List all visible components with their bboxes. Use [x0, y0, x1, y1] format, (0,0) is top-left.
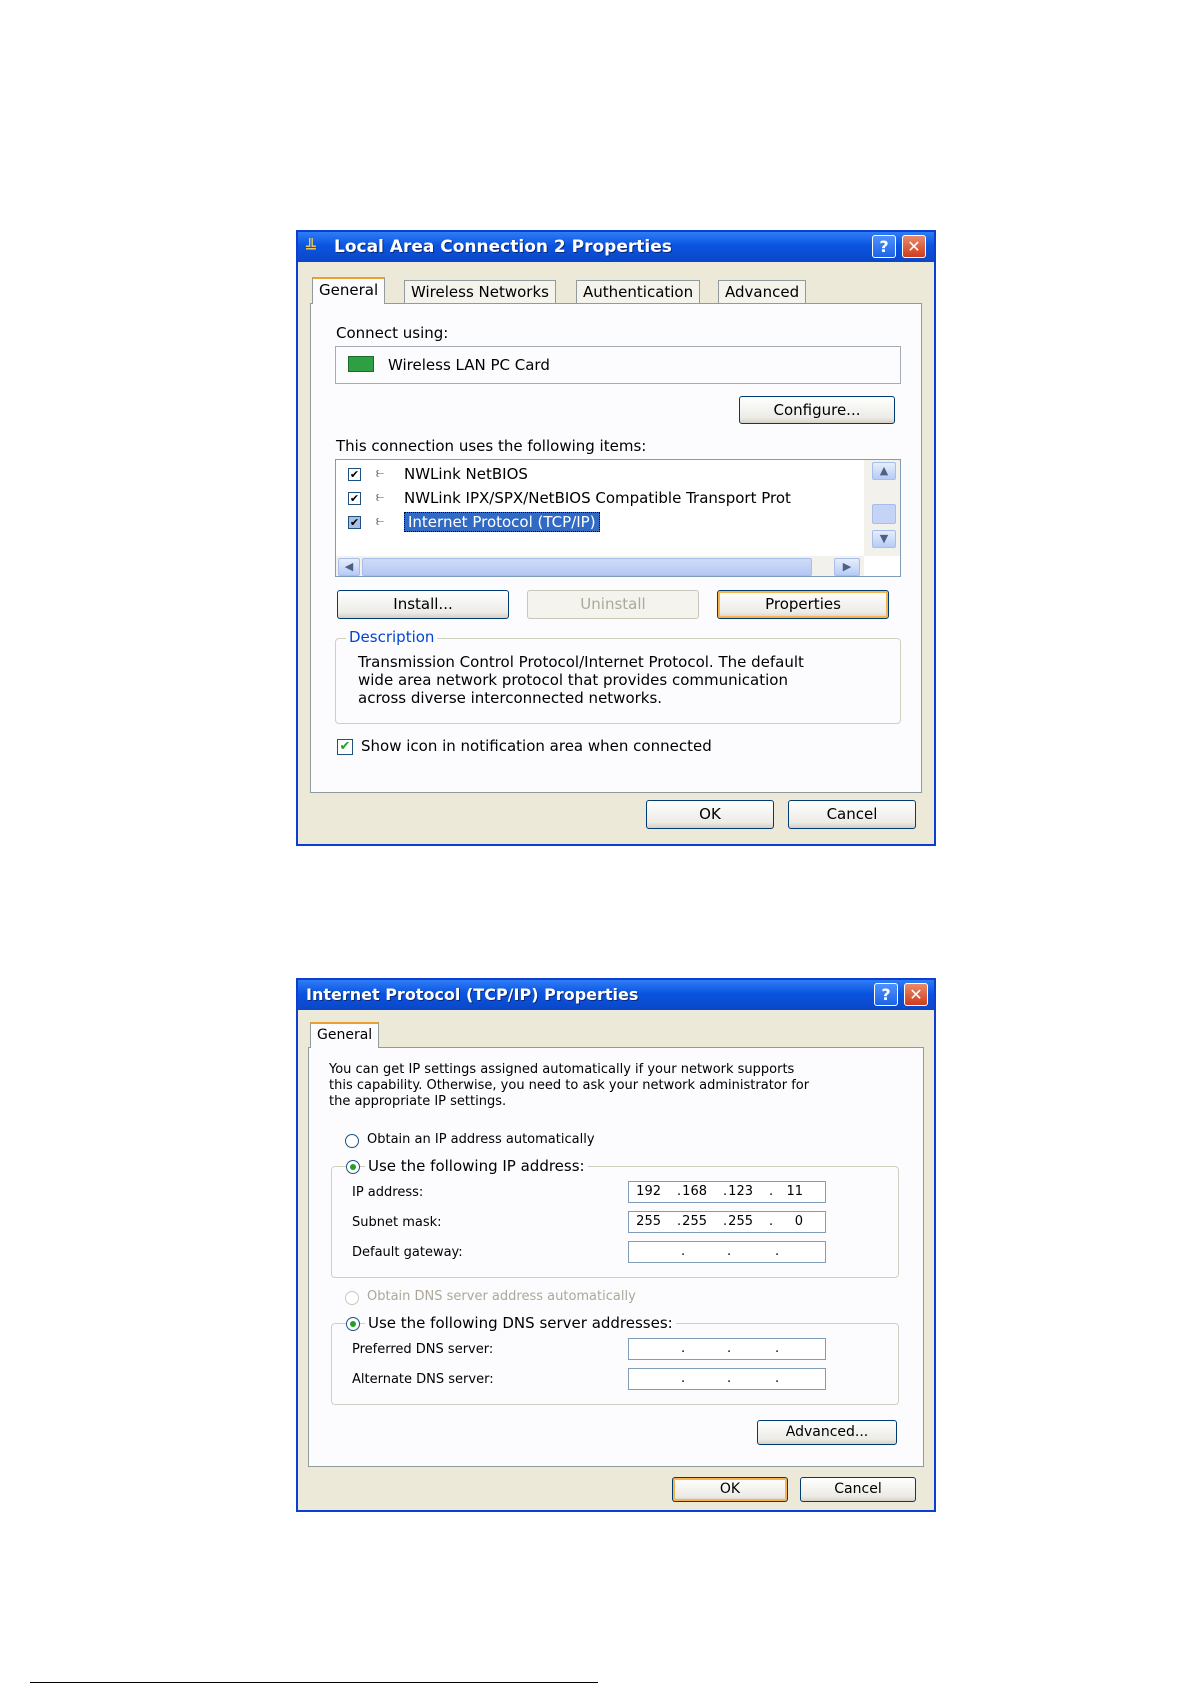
list-item[interactable]	[336, 464, 864, 486]
description-group	[335, 628, 901, 724]
items-list[interactable]	[335, 459, 901, 577]
tcpip-properties-dialog	[296, 978, 936, 1512]
subnet-octet-3: 255	[728, 1214, 753, 1229]
ip-address-group	[331, 1157, 899, 1278]
adapter-name: Wireless LAN PC Card	[388, 356, 550, 374]
ip-octet-2: 168	[682, 1184, 707, 1199]
page-footer-rule	[30, 1682, 598, 1683]
scroll-down-button[interactable]	[872, 530, 896, 548]
tab-authentication[interactable]: Authentication	[576, 280, 700, 304]
use-following-ip-label: Use the following IP address:	[365, 1157, 588, 1175]
intro-line-3: the appropriate IP settings.	[329, 1094, 507, 1109]
close-icon: ✕	[909, 985, 923, 1004]
item-checkbox[interactable]: ✔	[349, 492, 360, 505]
obtain-dns-auto-label: Obtain DNS server address automatically	[367, 1289, 636, 1304]
subnet-mask-label: Subnet mask:	[352, 1215, 442, 1230]
alternate-dns-field[interactable]: . . .	[628, 1368, 826, 1390]
obtain-dns-auto-radio[interactable]	[345, 1291, 359, 1305]
horizontal-scroll-thumb[interactable]	[362, 558, 812, 576]
connect-using-label: Connect using:	[336, 324, 449, 342]
use-following-dns-radio[interactable]	[346, 1317, 360, 1331]
protocol-icon: ⥼	[376, 513, 384, 529]
help-button[interactable]	[872, 235, 896, 258]
ip-address-field[interactable]: 192 . 168 . 123 . 11	[628, 1181, 826, 1203]
item-checkbox[interactable]: ✔	[349, 468, 360, 481]
configure-button[interactable]: Configure...	[739, 396, 895, 424]
tcpip-dialog-titlebar[interactable]	[298, 980, 934, 1010]
dns-group	[331, 1314, 899, 1405]
network-connection-icon: ╩	[306, 238, 316, 257]
vertical-scrollbar[interactable]	[864, 460, 900, 556]
use-following-dns-label: Use the following DNS server addresses:	[365, 1314, 676, 1332]
question-icon: ?	[879, 237, 889, 256]
list-item[interactable]	[336, 488, 864, 510]
item-label: NWLink IPX/SPX/NetBIOS Compatible Transport Prot	[404, 489, 791, 507]
default-gateway-label: Default gateway:	[352, 1245, 463, 1260]
alternate-dns-label: Alternate DNS server:	[352, 1372, 494, 1387]
tab-advanced[interactable]: Advanced	[718, 280, 806, 304]
cancel-button[interactable]: Cancel	[788, 800, 916, 829]
general-tab-panel	[310, 303, 922, 793]
cancel-button[interactable]: Cancel	[800, 1477, 916, 1502]
ip-octet-3: 123	[728, 1184, 753, 1199]
item-label: NWLink NetBIOS	[404, 465, 528, 483]
use-following-ip-radio[interactable]	[346, 1160, 360, 1174]
uninstall-button[interactable]: Uninstall	[527, 590, 699, 619]
default-gateway-field[interactable]: . . .	[628, 1241, 826, 1263]
intro-line-1: You can get IP settings assigned automatically if your network supports	[329, 1062, 795, 1077]
ip-octet-1: 192	[636, 1184, 661, 1199]
subnet-octet-4: 0	[794, 1214, 803, 1229]
properties-button[interactable]: Properties	[717, 590, 889, 619]
protocol-icon: ⥼	[376, 489, 384, 505]
chevron-down-icon: ▼	[879, 532, 889, 545]
preferred-dns-field[interactable]: . . .	[628, 1338, 826, 1360]
obtain-ip-auto-label: Obtain an IP address automatically	[367, 1132, 595, 1147]
show-icon-checkbox[interactable]: ✔	[337, 739, 353, 755]
lan-dialog-titlebar[interactable]	[298, 232, 934, 262]
item-label-selected: Internet Protocol (TCP/IP)	[404, 512, 600, 532]
scroll-left-button[interactable]	[338, 558, 360, 576]
preferred-dns-label: Preferred DNS server:	[352, 1342, 494, 1357]
description-line-1: Transmission Control Protocol/Internet Protocol. The default	[358, 653, 804, 671]
network-card-icon	[348, 356, 374, 372]
list-item[interactable]	[336, 512, 864, 534]
chevron-up-icon: ▲	[879, 464, 889, 477]
lan-dialog-title: Local Area Connection 2 Properties	[334, 237, 672, 257]
subnet-octet-2: 255	[682, 1214, 707, 1229]
protocol-icon: ⥼	[376, 465, 384, 481]
horizontal-scrollbar[interactable]	[336, 556, 864, 577]
description-legend: Description	[346, 628, 437, 646]
ip-octet-4: 11	[786, 1184, 803, 1199]
subnet-octet-1: 255	[636, 1214, 661, 1229]
tcpip-general-panel	[308, 1047, 924, 1467]
close-button[interactable]	[902, 235, 926, 258]
tab-wireless-networks[interactable]: Wireless Networks	[404, 280, 556, 304]
tab-general[interactable]: General	[312, 277, 385, 304]
chevron-right-icon: ▶	[842, 560, 852, 573]
ip-address-label: IP address:	[352, 1185, 424, 1200]
show-icon-label: Show icon in notification area when connected	[361, 737, 712, 755]
scroll-up-button[interactable]	[872, 462, 896, 480]
ok-button[interactable]: OK	[672, 1477, 788, 1502]
adapter-box	[335, 346, 901, 384]
ok-button[interactable]: OK	[646, 800, 774, 829]
items-label: This connection uses the following items:	[336, 437, 647, 455]
question-icon: ?	[881, 985, 891, 1004]
item-checkbox[interactable]: ✔	[349, 516, 360, 529]
install-button[interactable]: Install...	[337, 590, 509, 619]
tab-general[interactable]: General	[310, 1022, 379, 1048]
advanced-button[interactable]: Advanced...	[757, 1420, 897, 1445]
close-icon: ✕	[907, 237, 921, 256]
description-line-2: wide area network protocol that provides communication	[358, 671, 788, 689]
help-button[interactable]	[874, 983, 898, 1006]
subnet-mask-field[interactable]: 255 . 255 . 255 . 0	[628, 1211, 826, 1233]
intro-line-2: this capability. Otherwise, you need to ask your network administrator for	[329, 1078, 810, 1093]
close-button[interactable]	[904, 983, 928, 1006]
lan-properties-dialog	[296, 230, 936, 846]
description-line-3: across diverse interconnected networks.	[358, 689, 663, 707]
chevron-left-icon: ◀	[344, 560, 354, 573]
obtain-ip-auto-radio[interactable]	[345, 1134, 359, 1148]
tcpip-dialog-title: Internet Protocol (TCP/IP) Properties	[306, 985, 639, 1004]
scroll-right-button[interactable]	[834, 558, 860, 576]
scroll-thumb[interactable]	[872, 504, 896, 524]
